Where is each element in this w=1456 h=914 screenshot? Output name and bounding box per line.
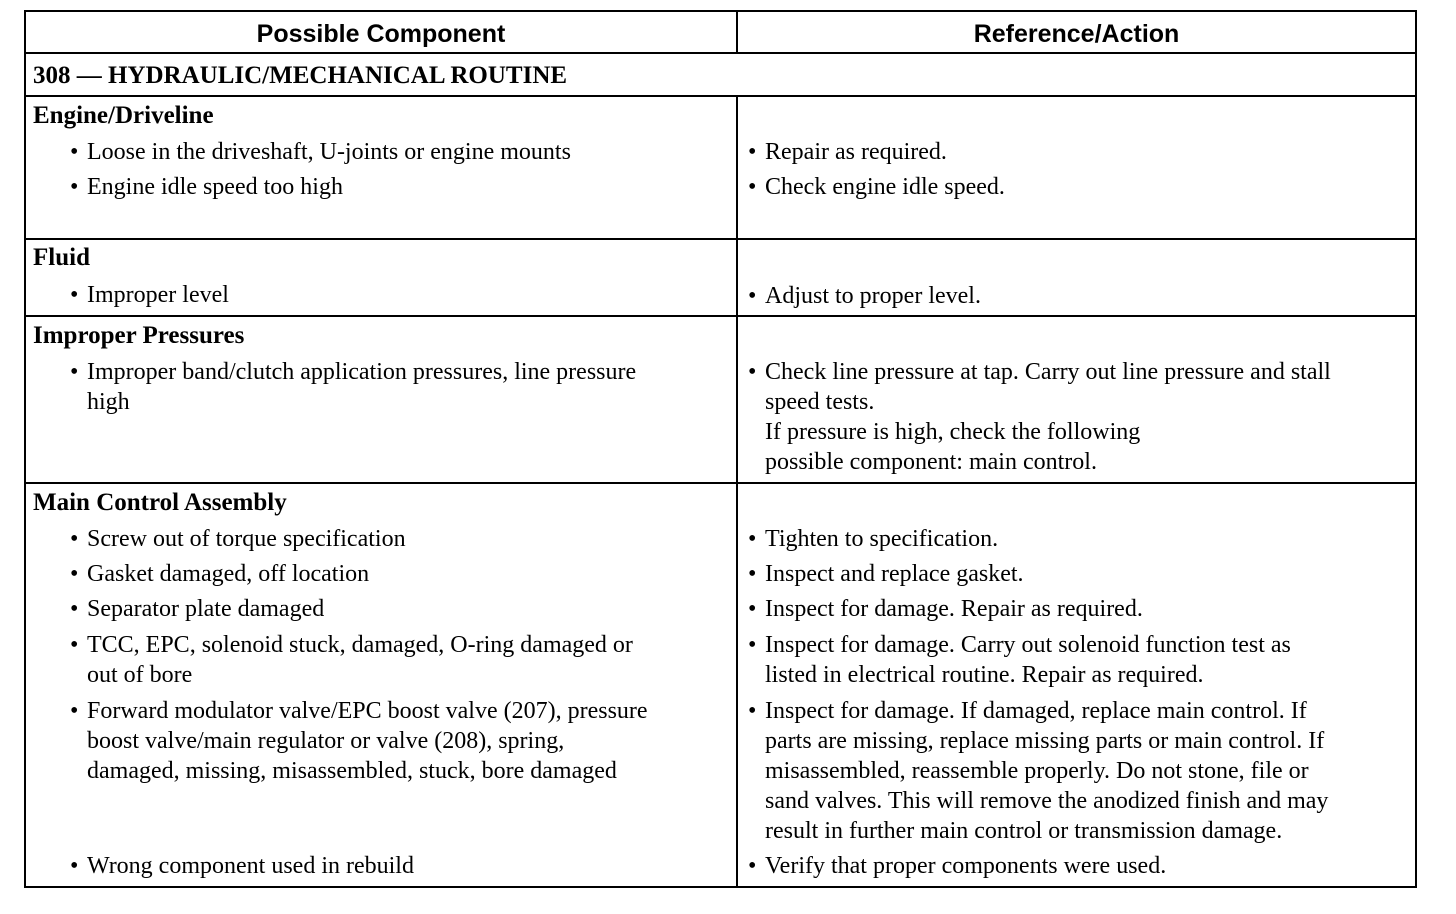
group-name: Fluid	[33, 244, 90, 271]
group-main-control-assembly: Main Control Assembly • Screw out of torque specification • Tighten to specification. • Gasket damaged, off location • Inspect and replace gasket. • Separator plate damaged • Inspect for damage. Repair as required. • TCC, EPC, solenoid stuck, damaged, O-ring damaged or out of bore • Inspect for damage. Carry out solenoid function test as listed in electrical routine. Repair as required. • Forward modulator valve/EPC boost valve (207), pressure boost valve/main regulator or valve (208), spring, damaged, missing, misassembled, stuck, bore damaged • Inspect for damage. If damaged, replace main control. If parts are missing, replace missing parts or main control. If misassembled, reassemble properly. Do not stone, file or sand valves. This will remove the anodized finish and may result in further main control or transmission damage. • Wrong component used in rebuild • Verify that proper components were used.	[33, 489, 1329, 879]
group-name: Improper Pressures	[33, 322, 245, 349]
header-divider	[736, 12, 738, 52]
group-improper-pressures: Improper Pressures • Improper band/clutch application pressures, line pressure high • Check line pressure at tap. Carry out line pressure and stall speed tests. If pressure is high, check the following possible component: main control.	[26, 317, 1415, 484]
group-engine-driveline: Engine/Driveline • Loose in the driveshaft, U-joints or engine mounts • Repair as required. • Engine idle speed too high • Check engine idle speed.	[26, 97, 1415, 240]
section-title: 308 — HYDRAULIC/MECHANICAL ROUTINE	[26, 54, 1415, 97]
column-header-action: Reference/Action	[973, 20, 1180, 48]
group-name: Main Control Assembly	[33, 489, 287, 516]
column-header-component: Possible Component	[256, 20, 506, 48]
group-fluid: Fluid • Improper level • Adjust to proper level.	[26, 240, 1415, 317]
table-header	[26, 12, 1415, 54]
group-name: Engine/Driveline	[33, 102, 214, 129]
diagnostic-table	[24, 10, 1417, 888]
